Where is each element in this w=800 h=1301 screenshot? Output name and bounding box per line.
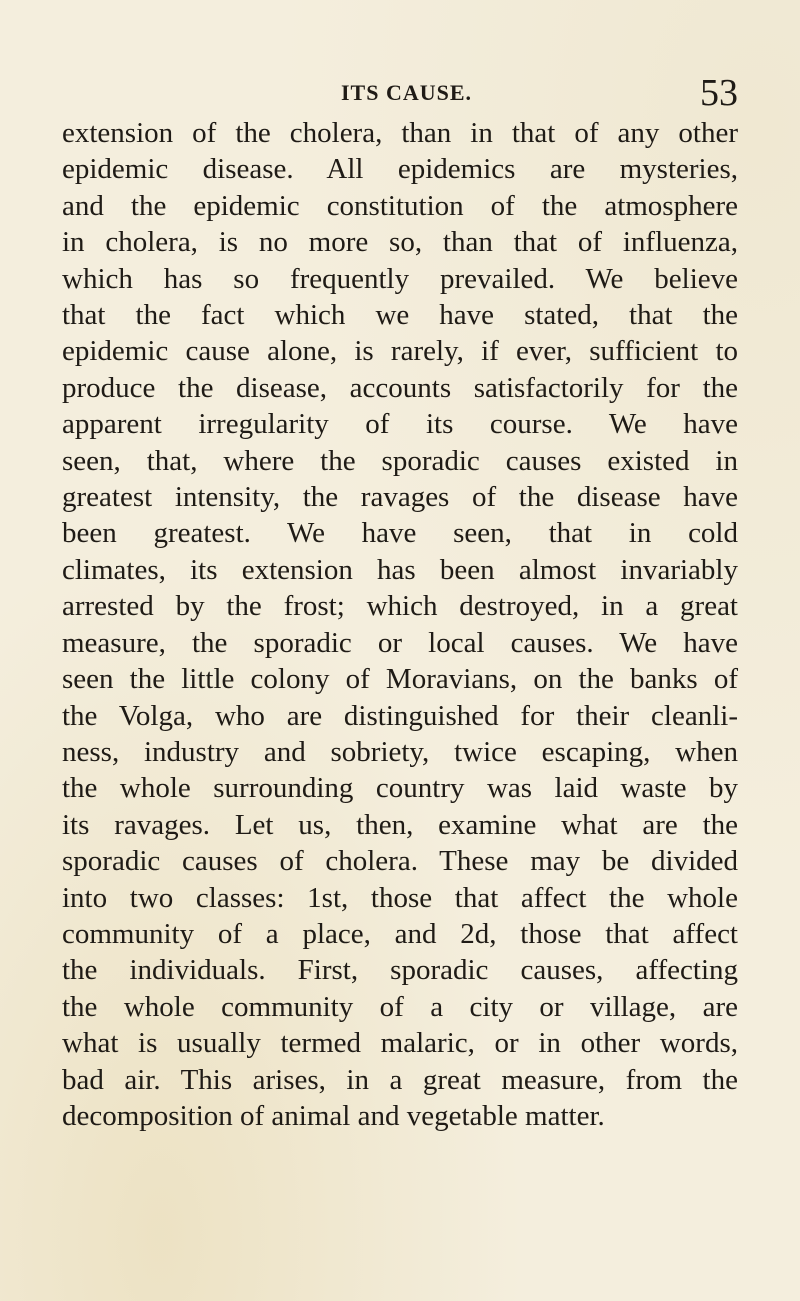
text-line: seen, that, where the sporadic causes existed in xyxy=(62,444,738,477)
text-line: apparent irregularity of its course. We have xyxy=(62,408,738,441)
text-line: epidemic disease. All epidemics are mysteries, xyxy=(62,153,738,186)
text-line: greatest intensity, the ravages of the disease have xyxy=(62,481,738,514)
text-line: bad air. This arises, in a great measure, from the xyxy=(62,1063,738,1096)
text-line: the whole surrounding country was laid waste by xyxy=(62,772,738,805)
text-line: ness, industry and sobriety, twice escaping, when xyxy=(62,735,738,768)
body-text xyxy=(62,115,738,1134)
text-line: which has so frequently prevailed. We believe xyxy=(62,262,738,295)
text-line: the whole community of a city or village, are xyxy=(62,990,738,1023)
text-line: decomposition of animal and vegetable matter. xyxy=(62,1099,605,1132)
text-line: climates, its extension has been almost invariably xyxy=(62,553,738,586)
text-line: into two classes: 1st, those that affect the whole xyxy=(62,881,738,914)
page-number: 53 xyxy=(700,72,738,114)
text-line: the individuals. First, sporadic causes, affecting xyxy=(62,954,738,987)
text-line: in cholera, is no more so, than that of influenza, xyxy=(62,226,738,259)
running-title: ITS CAUSE. xyxy=(341,80,473,105)
text-line: the Volga, who are distinguished for their cleanli- xyxy=(62,699,738,732)
text-line: measure, the sporadic or local causes. We have xyxy=(62,626,738,659)
text-line: community of a place, and 2d, those that affect xyxy=(62,917,738,950)
text-line: epidemic cause alone, is rarely, if ever, sufficient to xyxy=(62,335,738,368)
text-line: sporadic causes of cholera. These may be divided xyxy=(62,845,738,878)
text-line: its ravages. Let us, then, examine what are the xyxy=(62,808,738,841)
text-line: that the fact which we have stated, that the xyxy=(62,299,738,332)
text-line: produce the disease, accounts satisfactorily for the xyxy=(62,371,738,404)
text-line: and the epidemic constitution of the atmosphere xyxy=(62,189,738,222)
text-line: been greatest. We have seen, that in cold xyxy=(62,517,738,550)
text-line: arrested by the frost; which destroyed, in a great xyxy=(62,590,738,623)
running-head xyxy=(62,74,738,114)
text-line: what is usually termed malaric, or in other words, xyxy=(62,1027,738,1060)
text-line: extension of the cholera, than in that of any other xyxy=(62,117,738,149)
text-line: seen the little colony of Moravians, on the banks of xyxy=(62,663,738,696)
